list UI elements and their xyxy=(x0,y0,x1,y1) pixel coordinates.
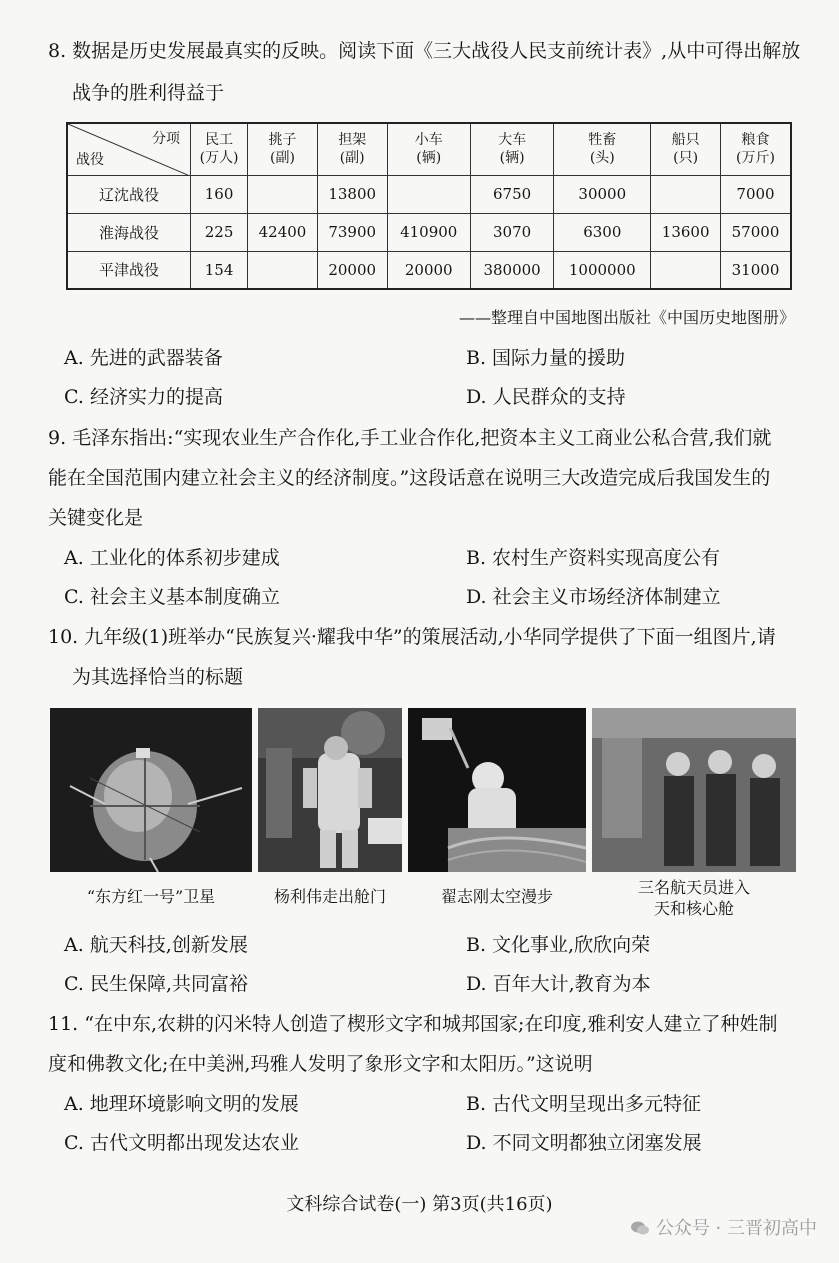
table-cell: 6300 xyxy=(554,213,651,251)
support-statistics-table xyxy=(66,122,792,290)
table-cell: 13600 xyxy=(651,213,721,251)
header-cell: 挑子 (副) xyxy=(248,123,318,175)
table-cell: 20000 xyxy=(387,251,470,289)
table-cell: 380000 xyxy=(470,251,553,289)
header-cell: 船只 (只) xyxy=(651,123,721,175)
table-cell: 20000 xyxy=(317,251,387,289)
q11-option-b[interactable]: B. 古代文明呈现出多元特征 xyxy=(466,1093,702,1115)
q10-option-c[interactable]: C. 民生保障,共同富裕 xyxy=(64,973,248,995)
corner-label-battle: 战役 xyxy=(76,151,104,168)
q11-option-c[interactable]: C. 古代文明都出现发达农业 xyxy=(64,1132,299,1154)
table-cell xyxy=(651,175,721,213)
q9-option-d[interactable]: D. 社会主义市场经济体制建立 xyxy=(466,586,721,608)
spacewalk-photo xyxy=(408,708,586,872)
header-cell: 小车 (辆) xyxy=(387,123,470,175)
q9-option-a[interactable]: A. 工业化的体系初步建成 xyxy=(64,547,280,569)
row-label: 淮海战役 xyxy=(67,213,191,251)
satellite-photo xyxy=(50,708,252,872)
row-label: 平津战役 xyxy=(67,251,191,289)
caption-crew-line2: 天和核心舱 xyxy=(653,899,734,918)
header-cell: 民工 (万人) xyxy=(191,123,248,175)
table-source-note: ——整理自中国地图出版社《中国历史地图册》 xyxy=(458,308,795,327)
table-cell: 3070 xyxy=(470,213,553,251)
caption-yang-liwei: 杨利伟走出舱门 xyxy=(273,887,386,906)
q11-option-a[interactable]: A. 地理环境影响文明的发展 xyxy=(64,1093,299,1115)
q9-option-b[interactable]: B. 农村生产资料实现高度公有 xyxy=(466,547,721,569)
q9-option-c[interactable]: C. 社会主义基本制度确立 xyxy=(64,586,280,608)
table-header-row xyxy=(67,123,791,175)
q9-stem-line1: 9. 毛泽东指出:“实现农业生产合作化,手工业合作化,把资本主义工商业公私合营,我们就 xyxy=(48,427,772,449)
table-row xyxy=(67,175,791,213)
watermark-text: 公众号 · 三晋初高中 xyxy=(655,1218,817,1239)
table-row xyxy=(67,251,791,289)
table-cell: 154 xyxy=(191,251,248,289)
wechat-watermark xyxy=(630,1214,817,1240)
table-cell xyxy=(248,175,318,213)
table-row xyxy=(67,213,791,251)
table-cell xyxy=(387,175,470,213)
table-cell xyxy=(248,251,318,289)
table-cell: 1000000 xyxy=(554,251,651,289)
table-cell: 73900 xyxy=(317,213,387,251)
q10-stem-line1: 10. 九年级(1)班举办“民族复兴·耀我中华”的策展活动,小华同学提供了下面一组图片,请 xyxy=(48,626,776,648)
corner-label-item: 分项 xyxy=(152,131,180,147)
q8-option-d[interactable]: D. 人民群众的支持 xyxy=(466,386,626,408)
table-cell: 6750 xyxy=(470,175,553,213)
q10-option-a[interactable]: A. 航天科技,创新发展 xyxy=(64,934,248,956)
q10-option-b[interactable]: B. 文化事业,欣欣向荣 xyxy=(466,934,651,956)
q8-option-b[interactable]: B. 国际力量的援助 xyxy=(466,347,626,369)
table-cell: 160 xyxy=(191,175,248,213)
q11-option-d[interactable]: D. 不同文明都独立闭塞发展 xyxy=(466,1132,702,1154)
page-footer: 文科综合试卷(一) 第3页(共16页) xyxy=(286,1194,553,1215)
q11-stem-line1: 11. “在中东,农耕的闪米特人创造了楔形文字和城邦国家;在印度,雅利安人建立了种姓制 xyxy=(48,1013,778,1035)
caption-spacewalk: 翟志刚太空漫步 xyxy=(440,887,553,906)
q10-stem-line2: 为其选择恰当的标题 xyxy=(72,666,244,688)
astronaut-exiting-photo xyxy=(258,708,402,872)
q9-stem-line3: 关键变化是 xyxy=(48,507,144,529)
table-cell: 57000 xyxy=(721,213,792,251)
q8-stem-line1: 8. 数据是历史发展最真实的反映。阅读下面《三大战役人民支前统计表》,从中可得出解放 xyxy=(48,40,801,62)
header-cell: 担架 (副) xyxy=(317,123,387,175)
table-cell: 31000 xyxy=(721,251,792,289)
q9-stem-line2: 能在全国范围内建立社会主义的经济制度。”这段话意在说明三大改造完成后我国发生的 xyxy=(48,467,771,489)
header-cell: 大车 (辆) xyxy=(470,123,553,175)
wechat-icon xyxy=(630,1220,650,1236)
header-cell: 粮食 (万斤) xyxy=(721,123,792,175)
q8-option-c[interactable]: C. 经济实力的提高 xyxy=(64,386,223,408)
table-cell: 42400 xyxy=(248,213,318,251)
caption-crew-line1: 三名航天员进入 xyxy=(637,878,750,897)
table-cell: 30000 xyxy=(554,175,651,213)
table-cell: 225 xyxy=(191,213,248,251)
table-corner-cell xyxy=(67,123,191,175)
table-cell: 13800 xyxy=(317,175,387,213)
table-cell: 7000 xyxy=(721,175,792,213)
crew-in-module-photo xyxy=(592,708,796,872)
header-cell: 牲畜 (头) xyxy=(554,123,651,175)
q8-option-a[interactable]: A. 先进的武器装备 xyxy=(64,347,223,369)
q8-stem-line2: 战争的胜利得益于 xyxy=(72,82,225,104)
caption-satellite: “东方红一号”卫星 xyxy=(86,887,216,906)
row-label: 辽沈战役 xyxy=(67,175,191,213)
q11-stem-line2: 度和佛教文化;在中美洲,玛雅人发明了象形文字和太阳历。”这说明 xyxy=(48,1053,593,1075)
q10-option-d[interactable]: D. 百年大计,教育为本 xyxy=(466,973,651,995)
table-cell xyxy=(651,251,721,289)
table-cell: 410900 xyxy=(387,213,470,251)
